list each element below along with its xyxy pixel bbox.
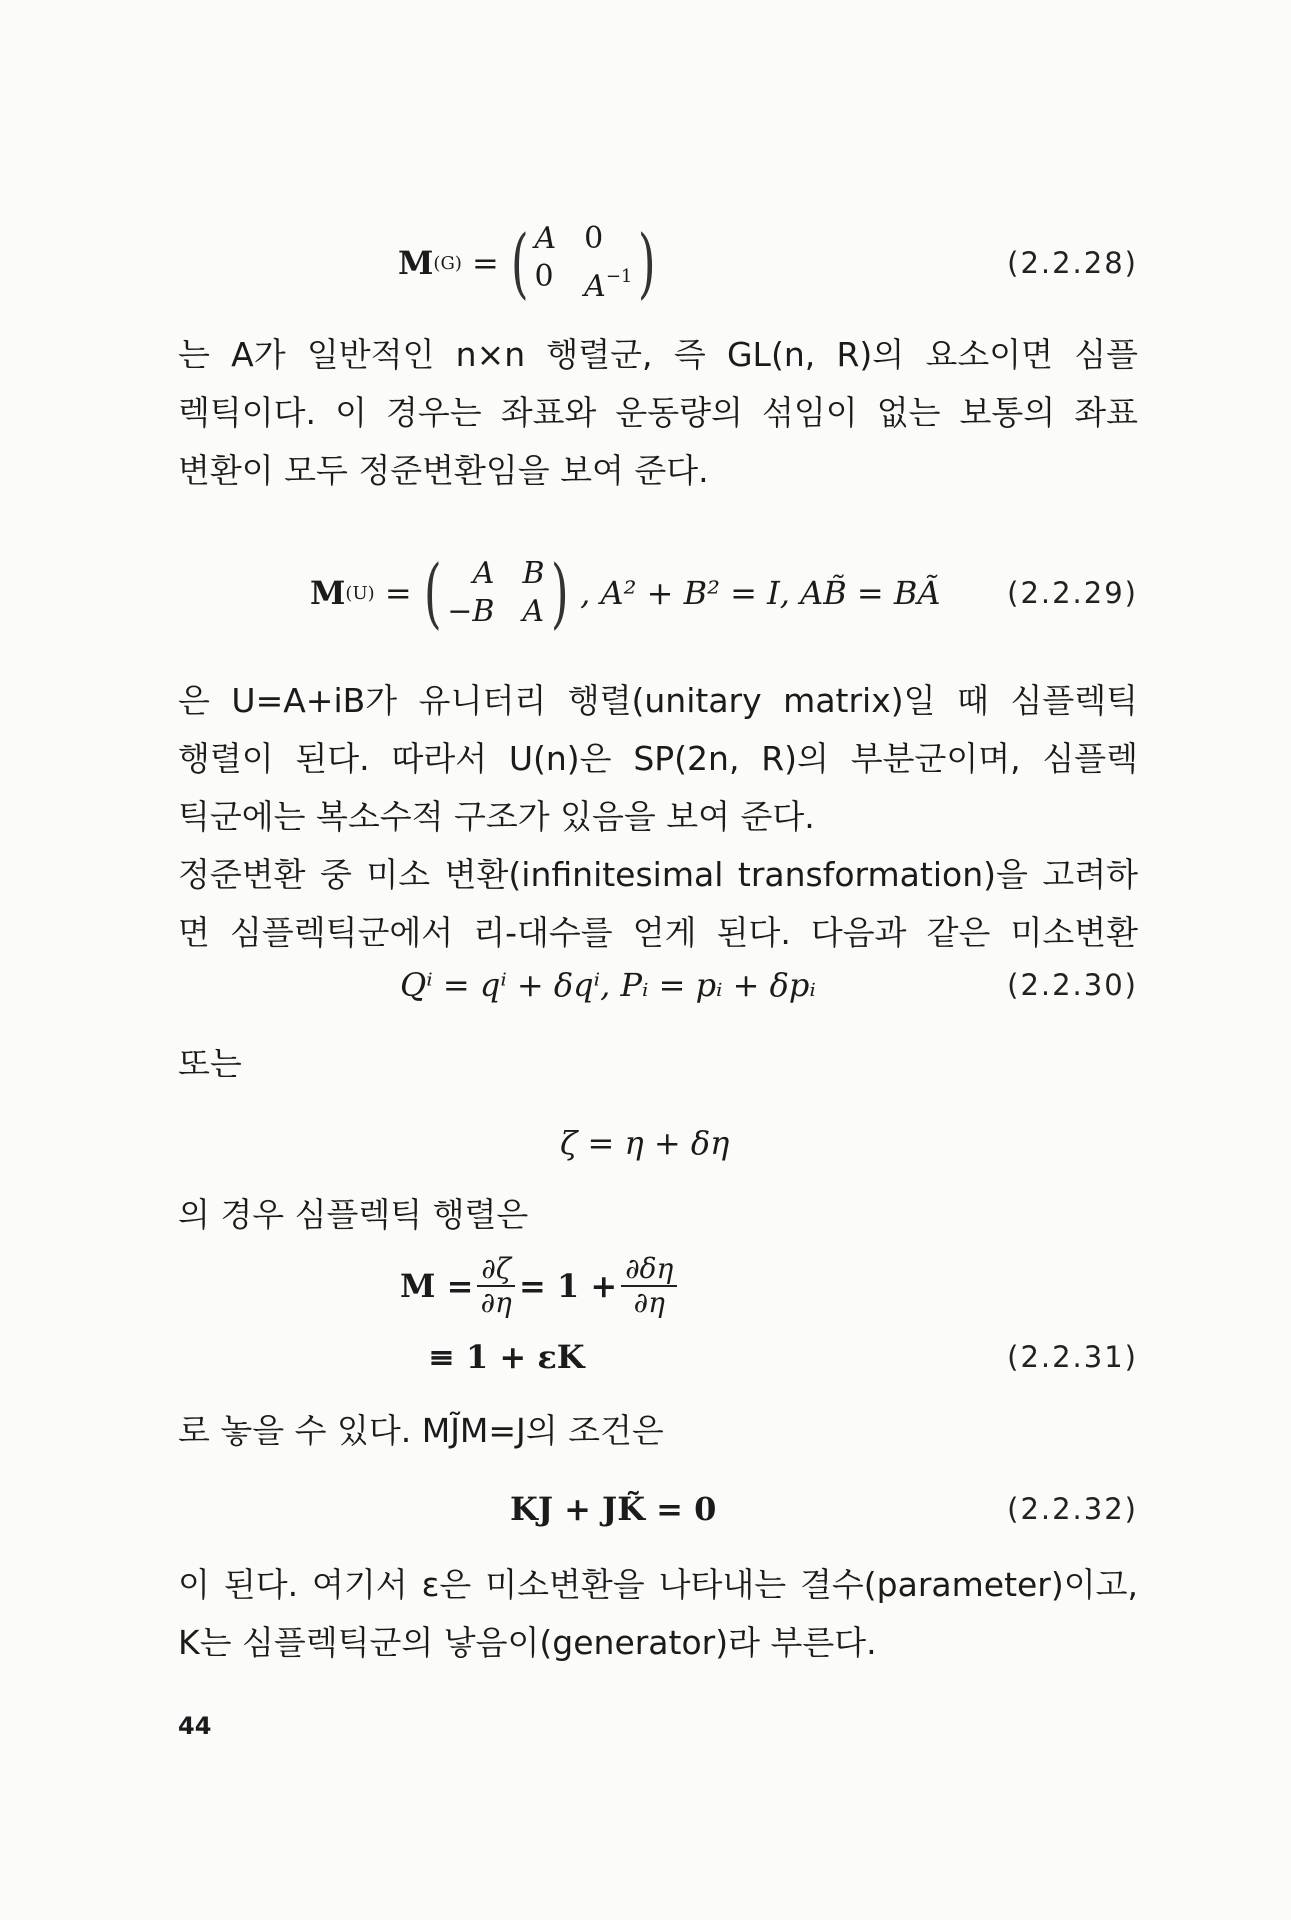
p7-line-1: 이 된다. 여기서 ε은 미소변환을 나타내는 결수(parameter)이고,: [178, 1565, 1138, 1604]
eq29-lhs-sub: (U): [345, 582, 375, 604]
eq31-fraction-2: [621, 1253, 677, 1319]
eq31-mid: = 1 +: [519, 1267, 618, 1305]
equation-2-2-29: M (U) = ( A B −B A ) , A² + B² = I, AB̃ = BÃ (2.2.29): [310, 548, 1138, 637]
p7-line-2: K는 심플렉틱군의 낳음이(generator)라 부른다.: [178, 1623, 877, 1662]
equation-2-2-31-line-1: [160, 1246, 1138, 1326]
eq28-matrix: ( A 0 0 $A^{-1}$ ): [510, 218, 657, 307]
eq29-m11: A: [472, 556, 495, 591]
equation-2-2-30: [160, 950, 1138, 1020]
p6-line: 로 놓을 수 있다. MJ̃M=J의 조건은: [178, 1411, 664, 1450]
eq30-body: Qⁱ = qⁱ + δqⁱ, Pᵢ = pᵢ + δpᵢ: [400, 966, 816, 1004]
eq28-lhs: M: [398, 244, 434, 282]
p1-line-1: 는 A가 일반적인 n×n 행렬군, 즉 GL(n, R)의 요소이면 심플: [178, 335, 1138, 374]
page-number: 44: [178, 1712, 212, 1740]
eq29-m22: A: [522, 594, 545, 629]
eq32-body: KJ + JK̃ = 0: [510, 1490, 717, 1528]
eq-zeta-body: ζ = η + δη: [560, 1124, 730, 1162]
p3-line-2: 면 심플렉틱군에서 리-대수를 얻게 된다. 다음과 같은 미소변환: [178, 913, 1138, 952]
p2-line-2: 행렬이 된다. 따라서 U(n)은 SP(2n, R)의 부분군이며, 심플렉: [178, 739, 1138, 778]
p1-line-2: 렉틱이다. 이 경우는 좌표와 운동량의 섞임이 없는 보통의 좌표: [178, 393, 1138, 432]
paragraph-1: [178, 326, 1138, 500]
equation-number-2-2-31: (2.2.31): [1007, 1340, 1138, 1374]
p1-line-3: 변환이 모두 정준변환임을 보여 준다.: [178, 451, 709, 490]
p5-line: 의 경우 심플렉틱 행렬은: [178, 1195, 529, 1234]
equation-number-2-2-32: (2.2.32): [1007, 1492, 1138, 1526]
paragraph-5: [178, 1186, 1138, 1244]
p4-line: 또는: [178, 1044, 242, 1083]
paragraph-7: [178, 1556, 1138, 1672]
paragraph-3: [178, 846, 1138, 962]
eq31-fraction-1: [477, 1253, 515, 1319]
p2-line-1: 은 U=A+iB가 유니터리 행렬(unitary matrix)일 때 심플렉틱: [178, 681, 1138, 720]
eq31-f1-den: ∂η: [480, 1286, 512, 1319]
equation-number-2-2-29: (2.2.29): [1007, 576, 1138, 610]
equation-2-2-31-line-2: [160, 1322, 1138, 1392]
eq31-lhs: M =: [400, 1267, 474, 1305]
eq29-lhs: M: [310, 574, 346, 612]
eq31-f2-den: ∂η: [633, 1286, 665, 1319]
eq29-matrix: ( A B −B A ): [423, 548, 569, 637]
eq28-m12: 0: [584, 221, 604, 256]
p2-line-3: 틱군에는 복소수적 구조가 있음을 보여 준다.: [178, 797, 815, 836]
paragraph-2: [178, 672, 1138, 846]
p3-line-1: 정준변환 중 미소 변환(infinitesimal transformation)을 고려하: [178, 855, 1138, 894]
eq31-f2-num: ∂δη: [621, 1253, 677, 1287]
eq29-rest: , A² + B² = I, AB̃ = BÃ: [580, 574, 941, 612]
eq29-m12: B: [522, 556, 545, 591]
paragraph-6: [178, 1402, 1138, 1460]
eq28-m21: 0: [534, 259, 554, 294]
equation-2-2-28: M (G) = ( A 0 0 $A^{-1}$ ) (2.2.28): [398, 218, 1138, 307]
eq28-lhs-sub: (G): [433, 252, 462, 274]
equation-2-2-32: [160, 1474, 1138, 1544]
eq28-m11: A: [534, 221, 557, 256]
eq31-line-2: ≡ 1 + εK: [428, 1338, 585, 1376]
equation-number-2-2-30: (2.2.30): [1007, 968, 1138, 1002]
eq28-m22: A: [584, 269, 606, 304]
equation-number-2-2-28: (2.2.28): [1007, 246, 1138, 280]
eq31-f1-num: ∂ζ: [477, 1253, 515, 1287]
eq29-m21: −B: [447, 594, 495, 629]
paragraph-4: [178, 1035, 1138, 1093]
eq28-m22-sup: −1: [605, 266, 633, 287]
equation-zeta: [160, 1108, 1138, 1178]
